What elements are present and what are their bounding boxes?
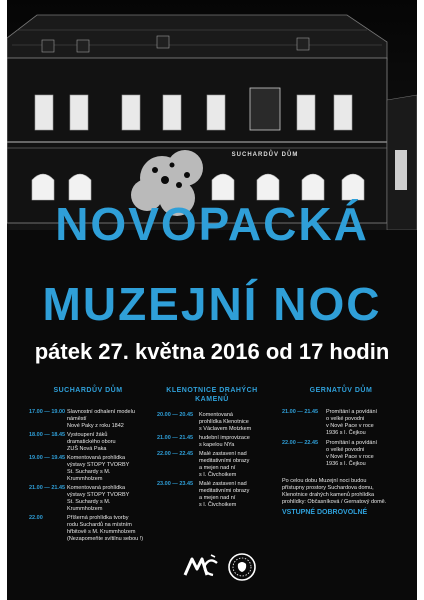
- column-heading: KLENOTNICE DRAHÝCH KAMENŮ: [166, 387, 258, 403]
- row-text: hudební improvizace s kapelou NYa: [199, 435, 250, 448]
- building-sign: SUCHARDŮV DŮM: [231, 152, 299, 158]
- row-text: Komentovaná prohlídka výstavy STOPY TVORBY St. Suchardy s M. Krummholzem: [67, 455, 130, 482]
- row-text: Vystoupení žáků dramatického oboru ZUŠ Nová Paka: [67, 432, 116, 452]
- row-time: 23.00 — 23.45: [157, 481, 194, 487]
- info-note: Po celou dobu Muzejní noci budou přístupny prostory Suchardova domu, Klenotnice drahých kamenů prohlídka prohlídky: Občasníková / Gernatový domě.: [282, 478, 387, 505]
- column-klenotnice: [157, 386, 267, 509]
- schedule-row: [29, 409, 147, 430]
- schedule-row: [157, 435, 267, 449]
- row-text: Malé zastavení nad meditativními obrazy a mejen nad ní s I. Čivchoikem: [199, 481, 250, 508]
- row-text: Promítání a povídání o velké povodni v Nové Pace v roce 1936 s I. Čejkou: [326, 409, 378, 436]
- seal-logo: [227, 552, 257, 582]
- row-time: 22.00 — 22.45: [157, 451, 194, 457]
- row-time: 21.00 — 21.45: [157, 435, 194, 441]
- row-time: 19.00 — 19.45: [29, 455, 66, 461]
- schedule-row: [29, 455, 147, 483]
- column-suchardu-dum: [29, 386, 147, 543]
- schedule-row: [282, 440, 400, 468]
- title-line-1: NOVOPACKÁ: [55, 198, 369, 250]
- schedule-row: [29, 432, 147, 453]
- schedule-row: [29, 515, 147, 543]
- column-gernatuv-dum: [282, 386, 400, 516]
- row-time: 21.00 — 21.45: [29, 485, 66, 491]
- row-text: Komentovaná prohlídka výstavy STOPY TVORBY St. Suchardy s M. Krummholzem: [67, 485, 130, 512]
- row-text: Slavnostní odhalení modelu náměstí Nové Paky z roku 1842: [67, 409, 135, 429]
- row-time: 22.00: [29, 515, 43, 521]
- schedule-row: [157, 481, 267, 509]
- mc-logo: [183, 553, 219, 579]
- row-text: Promítání a povídání o velké povodni v Nové Pace v roce 1936 s I. Čejkou: [326, 440, 378, 467]
- row-time: 21.00 — 21.45: [282, 409, 319, 415]
- poster: [7, 0, 417, 600]
- column-heading: SUCHARDŮV DŮM: [53, 387, 123, 394]
- schedule-row: [29, 485, 147, 513]
- column-heading: GERNATŮV DŮM: [309, 387, 373, 394]
- row-text: Malé zastavení nad meditativními obrazy a mejen nad ní s I. Čivchoikem: [199, 451, 250, 478]
- title-line-2: MUZEJNÍ NOC: [42, 278, 382, 330]
- schedule-row: [282, 409, 400, 437]
- row-time: 17.00 — 19.00: [29, 409, 66, 415]
- row-time: 18.00 — 18.45: [29, 432, 66, 438]
- event-date: pátek 27. května 2016 od 17 hodin: [34, 339, 390, 364]
- row-time: 20.00 — 20.45: [157, 412, 194, 418]
- schedule-row: [157, 412, 267, 433]
- row-text: Komentovaná prohlídka Klenotnice s Václavem Motzkem: [199, 412, 252, 432]
- row-time: 22.00 — 22.45: [282, 440, 319, 446]
- row-text: Příšerná prohlídka tvorby rodu Suchardů na místním hřbitově s M. Krummholzem (Nezapomeňte svítilnu sebou !): [67, 515, 144, 542]
- free-admission: VSTUPNÉ DOBROVOLNÉ: [282, 509, 368, 516]
- schedule-row: [157, 451, 267, 479]
